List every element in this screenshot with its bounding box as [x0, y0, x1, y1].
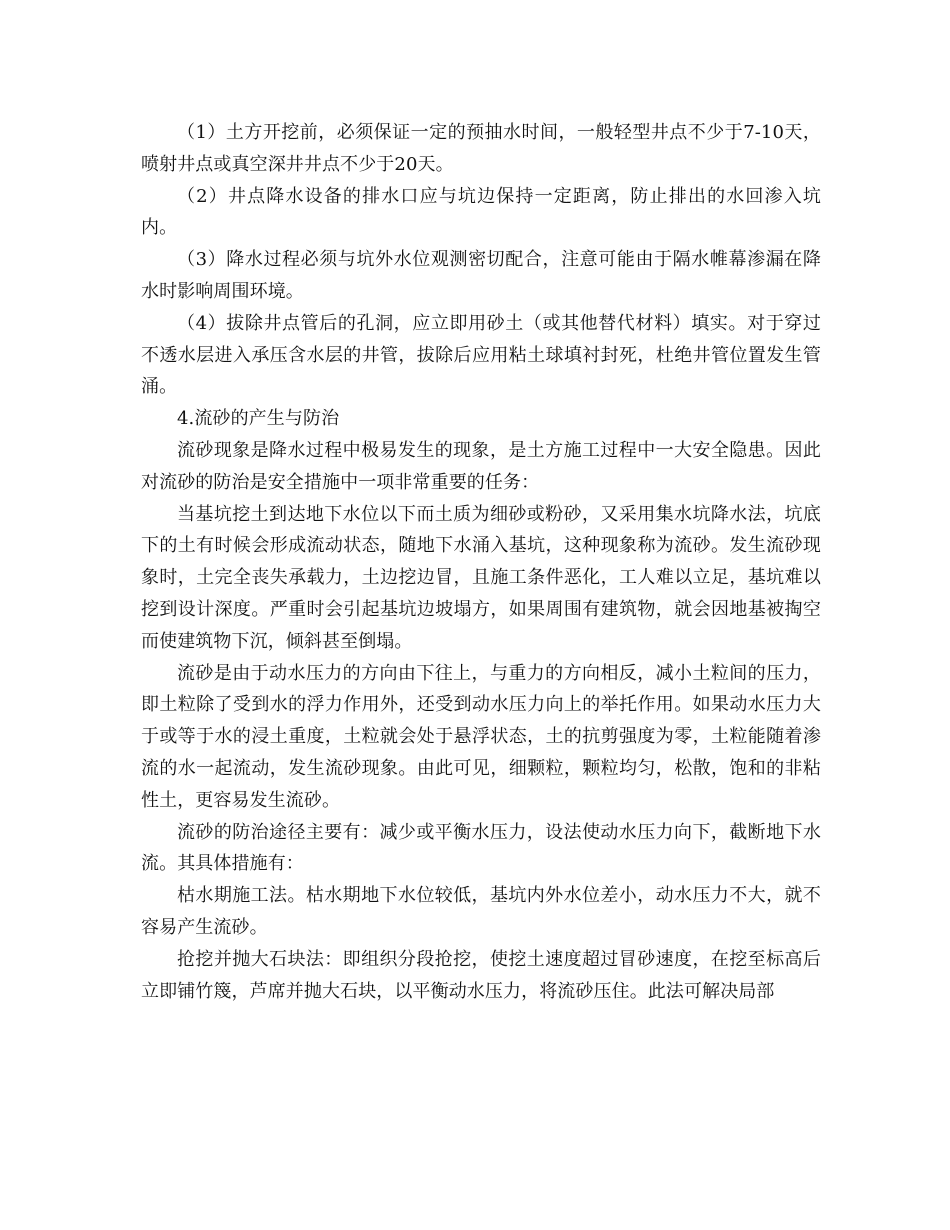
paragraph-wellpoint-2: （2）井点降水设备的排水口应与坑边保持一定距离，防止排出的水回渗入坑内。	[141, 185, 821, 239]
paragraph-dry-season-method: 枯水期施工法。枯水期地下水位较低，基坑内外水位差小，动水压力不大，就不容易产生流砂。	[141, 885, 821, 938]
paragraph-quicksand-intro: 流砂现象是降水过程中极易发生的现象，是土方施工过程中一大安全隐患。因此对流砂的防治是安全措施中一项非常重要的任务：	[141, 439, 821, 493]
paragraph-wellpoint-4: （4）拔除井点管后的孔洞，应立即用砂土（或其他替代材料）填实。对于穿过不透水层进入承压含水层的井管，拔除后应用粘土球填衬封死，杜绝井管位置发生管涌。	[141, 312, 821, 398]
paragraph-prevention-approach: 流砂的防治途径主要有：减少或平衡水压力，设法使动水压力向下，截断地下水流。其具体措施有：	[141, 821, 821, 875]
paragraph-quicksand-definition: 当基坑挖土到达地下水位以下而土质为细砂或粉砂，又采用集水坑降水法，坑底下的土有时候会形成流动状态，随地下水涌入基坑，这种现象称为流砂。发生流砂现象时，土完全丧失承载力，土边挖边冒，且施工条件恶化，工人难以立足，基坑难以挖到设计深度。严重时会引起基坑边坡塌方，如果周围有建筑物，就会因地基被掏空而使建筑物下沉，倾斜甚至倒塌。	[141, 503, 821, 652]
paragraph-quicksand-cause: 流砂是由于动水压力的方向由下往上，与重力的方向相反，减小土粒间的压力，即土粒除了受到水的浮力作用外，还受到动水压力向上的举托作用。如果动水压力大于或等于水的浸土重度，土粒就会处于悬浮状态，土的抗剪强度为零，土粒能随着渗流的水一起流动，发生流砂现象。由此可见，细颗粒，颗粒均匀，松散，饱和的非粘性土，更容易发生流砂。	[141, 662, 821, 811]
paragraph-wellpoint-1: （1）土方开挖前，必须保证一定的预抽水时间，一般轻型井点不少于7-10天，喷射井点或真空深井井点不少于20天。	[141, 122, 821, 175]
document-body	[141, 117, 821, 1007]
paragraph-rock-throwing-method: 抢挖并抛大石块法：即组织分段抢挖，使挖土速度超过冒砂速度，在挖至标高后立即铺竹篾，芦席并抛大石块，以平衡动水压力，将流砂压住。此法可解决局部	[141, 948, 821, 1002]
paragraph-wellpoint-3: （3）降水过程必须与坑外水位观测密切配合，注意可能由于隔水帷幕渗漏在降水时影响周围环境。	[141, 249, 821, 302]
section-heading-quicksand: 4.流砂的产生与防治	[177, 408, 340, 430]
